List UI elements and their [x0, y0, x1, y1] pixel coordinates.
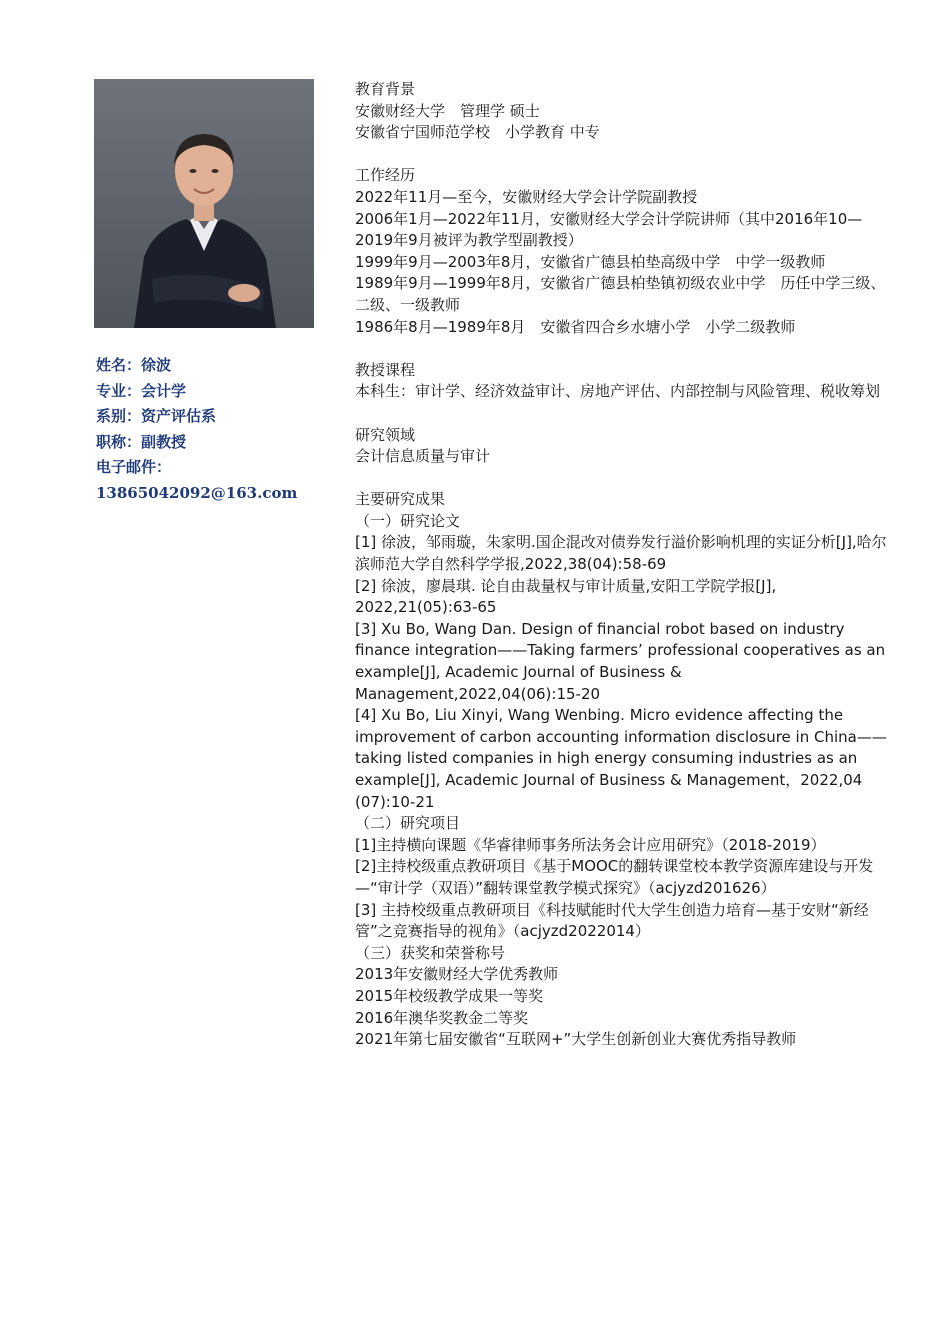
- section-heading: 教授课程: [355, 360, 416, 379]
- achievements-section: [355, 489, 887, 1050]
- paper-item: [4] Xu Bo, Liu Xinyi, Wang Wenbing. Micro evidence affecting the improvement of carbon accounting information disclosure in China——taking listed companies in high energy consuming industries as an example[J], Academic Journal of Business & Management，2022,04 (07):10-21: [355, 706, 887, 811]
- profile-photo: [94, 79, 314, 328]
- profile-major: 专业：会计学: [96, 381, 187, 400]
- education-item: 安徽省宁国师范学校 小学教育 中专: [355, 123, 600, 142]
- paper-item: [3] Xu Bo, Wang Dan. Design of financial robot based on industry finance integration——Taking farmers’ professional cooperatives as an example[J], Academic Journal of Business & Management,2022,04(06):15-20: [355, 619, 886, 703]
- section-heading: 主要研究成果: [355, 490, 446, 509]
- profile-title: 职称：副教授: [96, 432, 187, 451]
- award-item: 2013年安徽财经大学优秀教师: [355, 965, 559, 984]
- project-item: [3] 主持校级重点教研项目《科技赋能时代大学生创造力培育—基于安财“新经管”之竞赛指导的视角》（acjyzd2022014）: [355, 900, 869, 941]
- work-item: 1989年9月—1999年8月，安徽省广德县柏垫镇初级农业中学 历任中学三级、二级、一级教师: [355, 274, 886, 314]
- work-item: 1999年9月—2003年8月，安徽省广德县柏垫高级中学 中学一级教师: [355, 252, 826, 271]
- profile-name: 姓名：徐波: [96, 356, 172, 374]
- profile-email: 13865042092@163.com: [96, 483, 298, 502]
- profile-info: [96, 353, 336, 506]
- work-item: 1986年8月—1989年8月 安徽省四合乡水塘小学 小学二级教师: [355, 317, 796, 336]
- section-heading: 工作经历: [355, 166, 416, 185]
- education-section: [355, 79, 887, 144]
- education-item: 安徽财经大学 管理学 硕士: [355, 101, 540, 120]
- work-section: [355, 165, 887, 338]
- award-item: 2015年校级教学成果一等奖: [355, 986, 544, 1005]
- project-item: [1]主持横向课题《华睿律师事务所法务会计应用研究》（2018-2019）: [355, 835, 826, 854]
- award-item: 2016年澳华奖教金二等奖: [355, 1008, 529, 1027]
- work-item: 2006年1月—2022年11月，安徽财经大学会计学院讲师（其中2016年10—2019年9月被评为教学型副教授）: [355, 209, 863, 250]
- project-item: [2]主持校级重点教研项目《基于MOOC的翻转课堂校本教学资源库建设与开发—“审计学（双语）”翻转课堂教学模式探究》（acjyzd201626）: [355, 857, 874, 897]
- course-item: 本科生：审计学、经济效益审计、房地产评估、内部控制与风险管理、税收筹划: [355, 382, 881, 401]
- paper-item: [2] 徐波，廖晨琪. 论自由裁量权与审计质量,安阳工学院学报[J], 2022,21(05):63-65: [355, 576, 777, 617]
- achievement-subheading: （二）研究项目: [355, 814, 461, 833]
- cv-content: [355, 79, 887, 1072]
- profile-email-label: 电子邮件：: [96, 458, 172, 476]
- award-item: 2021年第七届安徽省“互联网+”大学生创新创业大赛优秀指导教师: [355, 1030, 797, 1049]
- section-heading: 教育背景: [355, 80, 416, 98]
- paper-item: [1] 徐波，邹雨璇，朱家明.国企混改对债券发行溢价影响机理的实证分析[J],哈尔滨师范大学自然科学学报,2022,38(04):58-69: [355, 533, 887, 574]
- work-item: 2022年11月—至今，安徽财经大学会计学院副教授: [355, 187, 698, 206]
- profile-department: 系别：资产评估系: [96, 407, 217, 425]
- portrait-illustration: [94, 79, 314, 328]
- research-item: 会计信息质量与审计: [355, 447, 491, 466]
- achievement-subheading: （三）获奖和荣誉称号: [355, 943, 506, 962]
- section-heading: 研究领域: [355, 425, 416, 444]
- achievement-subheading: （一）研究论文: [355, 511, 461, 530]
- courses-section: [355, 360, 887, 403]
- research-section: [355, 425, 887, 468]
